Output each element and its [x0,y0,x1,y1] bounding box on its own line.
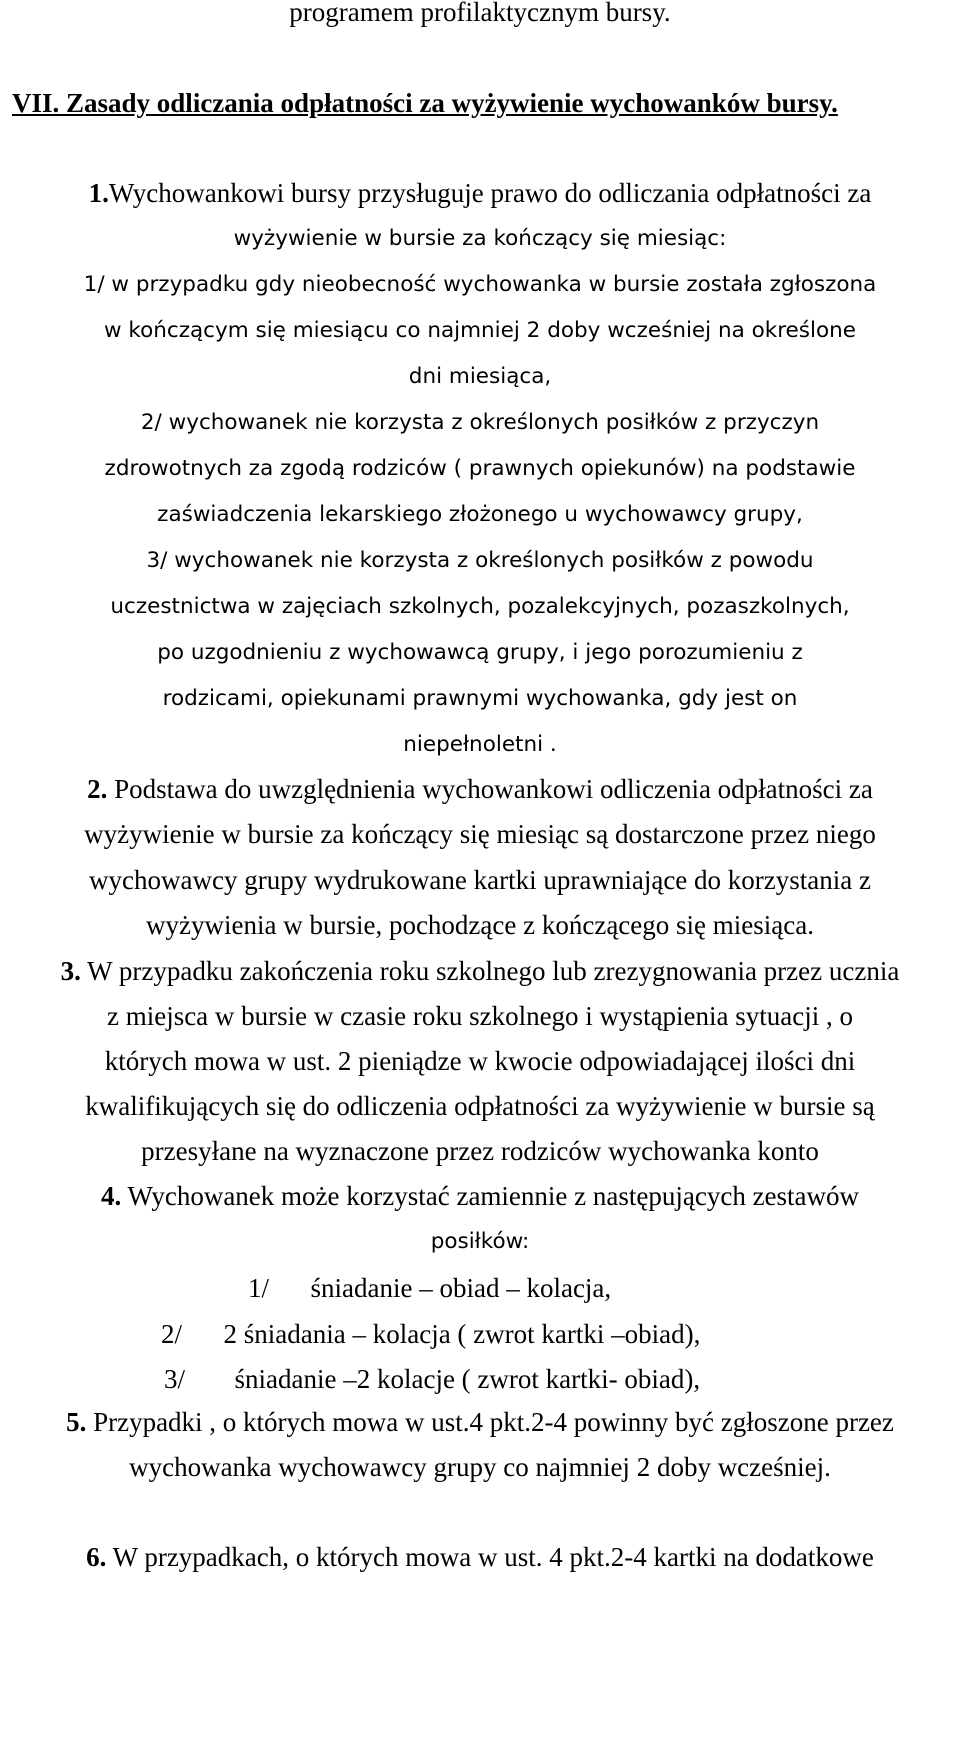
p3-line-2: z miejsca w bursie w czasie roku szkolnego i wystąpienia sytuacji , o [106,1001,854,1031]
p2-line-1: 2. Podstawa do uwzględnienia wychowankowi odliczenia odpłatności za [87,774,873,804]
p3-line-4: kwalifikujących się do odliczenia odpłatności za wyżywienie w bursie są [85,1091,875,1121]
meal-option-3 [164,1362,700,1396]
p2-line-3: wychowawcy grupy wydrukowane kartki uprawniające do korzystania z [89,865,871,895]
p1-line-7: zdrowotnych za zgodą rodziców ( prawnych opiekunów) na podstawie [104,456,856,481]
meal-option-2-num: 2/ [161,1319,183,1349]
p3-line-1: 3. W przypadku zakończenia roku szkolnego lub zrezygnowania przez ucznia [60,956,900,986]
meal-option-1-num: 1/ [248,1273,270,1303]
p3-line-5: przesyłane na wyznaczone przez rodziców wychowanka konto [141,1136,819,1166]
meal-option-3-text: śniadanie –2 kolacje ( zwrot kartki- obiad), [234,1364,701,1394]
meal-option-1-text: śniadanie – obiad – kolacja, [310,1273,612,1303]
p1-line-4: w kończącym się miesiącu co najmniej 2 doby wcześniej na określone [104,318,856,343]
p6-line-1: 6. W przypadkach, o których mowa w ust. 4 pkt.2-4 kartki na dodatkowe [86,1542,874,1572]
p2-line-4: wyżywienia w bursie, pochodzące z kończącego się miesiąca. [146,910,814,940]
p1-line-1: 1.Wychowankowi bursy przysługuje prawo do odliczania odpłatności za [88,178,872,208]
p1-line-3: 1/ w przypadku gdy nieobecność wychowanka w bursie została zgłoszona [83,272,877,297]
p5-number: 5. [66,1407,87,1437]
p1-line-12: rodzicami, opiekunami prawnymi wychowanka, gdy jest on [162,686,798,711]
p2-line-2: wyżywienie w bursie za kończący się miesiąc są dostarczone przez niego [84,819,876,849]
p3-number: 3. [60,956,81,986]
p4-line-1: 4. Wychowanek może korzystać zamiennie z następujących zestawów [100,1181,860,1211]
p1-line-11: po uzgodnieniu z wychowawcą grupy, i jego porozumieniu z [157,640,803,665]
p1-line-9: 3/ wychowanek nie korzysta z określonych posiłków z powodu [146,548,814,573]
p1-line-2: wyżywienie w bursie za kończący się miesiąc: [233,226,727,251]
p1-line-13: niepełnoletni . [403,732,557,757]
p4-line-2: posiłków: [430,1229,530,1254]
p3-line-3: których mowa w ust. 2 pieniądze w kwocie odpowiadającej ilości dni [104,1046,856,1076]
p6-number: 6. [86,1542,107,1572]
section-heading: VII. Zasady odliczania odpłatności za wyżywienie wychowanków bursy. [12,88,838,118]
p5-line-1: 5. Przypadki , o których mowa w ust.4 pkt.2-4 powinny być zgłoszone przez [66,1407,894,1437]
meal-option-2 [161,1317,700,1351]
p1-line-8: zaświadczenia lekarskiego złożonego u wychowawcy grupy, [157,502,803,527]
meal-option-1 [248,1271,611,1305]
p2-number: 2. [87,774,108,804]
meal-option-2-text: 2 śniadania – kolacja ( zwrot kartki –obiad), [223,1319,701,1349]
intro-line: programem profilaktycznym bursy. [289,0,671,27]
p4-number: 4. [100,1181,122,1211]
p1-line-10: uczestnictwa w zajęciach szkolnych, pozalekcyjnych, pozaszkolnych, [110,594,850,619]
p1-line-6: 2/ wychowanek nie korzysta z określonych posiłków z przyczyn [140,410,820,435]
p1-line-5: dni miesiąca, [408,364,552,389]
p1-number: 1. [88,178,109,208]
p5-line-2: wychowanka wychowawcy grupy co najmniej 2 doby wcześniej. [129,1452,831,1482]
meal-option-3-num: 3/ [164,1364,186,1394]
